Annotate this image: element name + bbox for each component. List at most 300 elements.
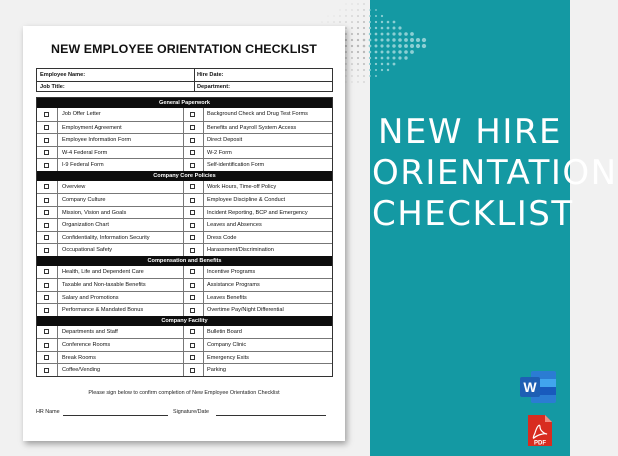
halftone-dot — [345, 63, 346, 64]
column-divider — [183, 181, 184, 194]
halftone-dot — [369, 75, 371, 77]
halftone-dot — [410, 38, 414, 42]
halftone-dot — [393, 27, 396, 30]
halftone-dot — [351, 33, 353, 35]
checkbox[interactable] — [190, 198, 195, 203]
halftone-dot — [334, 16, 335, 17]
checklist-item-label: Harassment/Discrimination — [207, 247, 274, 254]
checkbox[interactable] — [190, 235, 195, 240]
halftone-dot — [346, 76, 347, 77]
checklist-row — [37, 278, 332, 291]
halftone-dot — [375, 57, 378, 60]
employee-info-table — [36, 68, 333, 92]
halftone-dot — [375, 9, 377, 11]
checklist-item-label: Overtime Pay/Night Differential — [207, 307, 284, 314]
halftone-dot — [363, 51, 365, 53]
checklist-row — [37, 231, 332, 244]
column-divider — [183, 352, 184, 364]
halftone-dot — [404, 32, 408, 36]
checklist-row — [37, 146, 332, 159]
checklist-item-label: Performance & Mandated Bonus — [62, 307, 144, 314]
checkbox[interactable] — [44, 112, 49, 117]
checkbox[interactable] — [190, 355, 195, 360]
column-divider — [203, 279, 204, 291]
halftone-dot — [346, 10, 347, 11]
column-divider — [183, 194, 184, 206]
halftone-dot — [340, 10, 341, 11]
hr-name-label: HR Name — [36, 409, 60, 415]
confirm-instruction: Please sign below to confirm completion of New Employee Orientation Checklist — [88, 390, 280, 396]
column-divider — [57, 181, 58, 194]
halftone-dot — [404, 44, 408, 48]
checklist-document — [23, 26, 345, 441]
halftone-dot — [416, 44, 420, 48]
halftone-dot — [386, 32, 389, 35]
column-divider — [57, 122, 58, 134]
halftone-dot — [404, 50, 408, 54]
checklist-item-label: Employee Discipline & Conduct — [207, 197, 286, 204]
column-divider — [203, 326, 204, 339]
halftone-dot — [357, 9, 358, 10]
column-divider — [57, 232, 58, 244]
column-divider — [183, 279, 184, 291]
promo-line-1: NEW HIRE — [377, 112, 563, 152]
halftone-dot — [369, 15, 371, 17]
checklist-item-label: Work Hours, Time-off Policy — [207, 183, 277, 190]
checklist-item-label: Occupational Safety — [62, 247, 113, 254]
info-row — [37, 69, 332, 81]
column-divider — [57, 134, 58, 146]
halftone-dot — [351, 45, 353, 47]
checkbox[interactable] — [44, 163, 49, 168]
checklist-item-label: Company Culture — [62, 197, 106, 204]
halftone-dot — [351, 75, 352, 76]
checkbox[interactable] — [190, 248, 195, 253]
column-divider — [57, 159, 58, 171]
checklist-item-label: Dress Code — [207, 234, 237, 241]
halftone-dot — [369, 57, 371, 59]
halftone-dot — [387, 21, 390, 24]
halftone-dot — [369, 63, 371, 65]
column-divider — [57, 304, 58, 316]
column-divider — [203, 364, 204, 376]
column-divider — [183, 108, 184, 121]
halftone-dot — [345, 21, 346, 22]
column-divider — [183, 207, 184, 219]
checkbox[interactable] — [44, 223, 49, 228]
checklist-item-label: W-4 Federal Form — [62, 149, 108, 156]
checklist-item-label: I-9 Federal Form — [62, 162, 104, 169]
checklist-row — [37, 291, 332, 304]
column-divider — [57, 266, 58, 279]
checklist-row — [37, 351, 332, 364]
halftone-dot — [357, 45, 359, 47]
halftone-dot — [357, 81, 358, 82]
checkbox[interactable] — [44, 198, 49, 203]
checklist-item-label: Departments and Staff — [62, 328, 118, 335]
signature-date-label: Signature/Date — [173, 409, 209, 415]
halftone-dot — [369, 9, 371, 11]
hr-name-line[interactable] — [63, 415, 168, 416]
checklist-item-label: Overview — [62, 183, 86, 190]
halftone-dot — [410, 50, 414, 54]
halftone-dot — [357, 69, 359, 71]
checkbox[interactable] — [190, 295, 195, 300]
column-divider — [57, 108, 58, 121]
checkbox[interactable] — [44, 248, 49, 253]
halftone-dot — [363, 57, 365, 59]
halftone-dot — [345, 27, 347, 29]
column-divider — [57, 352, 58, 364]
department-field[interactable]: Department: — [197, 84, 230, 90]
checkbox[interactable] — [44, 125, 49, 130]
checkbox[interactable] — [44, 329, 49, 334]
checkbox[interactable] — [44, 150, 49, 155]
column-divider — [203, 159, 204, 171]
halftone-dot — [392, 44, 395, 47]
checkbox[interactable] — [190, 125, 195, 130]
halftone-dot — [375, 33, 378, 36]
halftone-dot — [357, 15, 359, 17]
word-letter: W — [523, 379, 537, 395]
halftone-dot — [387, 27, 390, 30]
halftone-dot — [351, 15, 352, 16]
halftone-dot — [381, 63, 383, 65]
checklist-item-label: Direct Deposit — [207, 137, 243, 144]
checklist-row — [37, 108, 332, 121]
halftone-dot — [357, 39, 359, 41]
halftone-dot — [392, 56, 395, 59]
checklist-item-label: Break Rooms — [62, 354, 96, 361]
checklist-item-label: Company Clinic — [207, 342, 247, 349]
halftone-dot — [351, 21, 353, 23]
halftone-dot — [375, 69, 377, 71]
checklist-row — [37, 181, 332, 194]
halftone-dot — [345, 45, 347, 47]
checklist-row — [37, 326, 332, 339]
halftone-dot — [357, 33, 359, 35]
halftone-dot — [369, 27, 371, 29]
checklist-item-label: Background Check and Drug Test Forms — [207, 111, 308, 118]
pdf-icon — [527, 414, 553, 447]
checklist-item-label: Mission, Vision and Goals — [62, 209, 127, 216]
halftone-dot — [381, 33, 384, 36]
halftone-dot — [351, 63, 353, 65]
column-divider — [57, 219, 58, 231]
halftone-dot — [351, 27, 353, 29]
column-divider — [57, 207, 58, 219]
halftone-dot — [345, 57, 347, 59]
job-title-field[interactable]: Job Title: — [40, 84, 65, 90]
halftone-dot — [416, 38, 420, 42]
column-divider — [57, 292, 58, 304]
checklist-item-label: Conference Rooms — [62, 342, 111, 349]
section-header: Company Core Policies — [37, 171, 332, 181]
checkbox[interactable] — [190, 184, 195, 189]
column-divider — [183, 147, 184, 159]
checkbox[interactable] — [44, 295, 49, 300]
hire-date-field[interactable]: Hire Date: — [197, 71, 224, 78]
halftone-dot — [393, 63, 396, 66]
checkbox[interactable] — [44, 210, 49, 215]
halftone-dot — [345, 33, 347, 35]
halftone-dot — [410, 32, 414, 36]
halftone-dot — [398, 32, 401, 35]
column-divider — [183, 159, 184, 171]
halftone-dot — [357, 75, 358, 76]
halftone-dot — [387, 69, 389, 71]
checklist-row — [37, 158, 332, 171]
halftone-dot — [363, 69, 365, 71]
halftone-dot — [363, 27, 365, 29]
checklist-item-label: Organization Chart — [62, 222, 109, 229]
halftone-dot — [369, 51, 372, 54]
halftone-dot — [375, 21, 377, 23]
checkbox[interactable] — [190, 223, 195, 228]
checklist-item-label: Employment Agreement — [62, 124, 122, 131]
column-divider — [203, 181, 204, 194]
halftone-dot — [422, 44, 426, 48]
halftone-dot — [422, 38, 426, 42]
halftone-dot — [381, 51, 384, 54]
checklist-table — [36, 97, 333, 377]
checklist-item-label: Coffee/Vending — [62, 367, 101, 374]
halftone-dot — [375, 45, 378, 48]
employee-name-field[interactable]: Employee Name: — [40, 71, 86, 78]
halftone-dot — [363, 3, 364, 4]
promo-line-2: ORIENTATION — [372, 153, 618, 193]
column-divider — [183, 266, 184, 279]
checkbox[interactable] — [44, 355, 49, 360]
checklist-item-label: Bulletin Board — [207, 328, 242, 335]
halftone-dot — [357, 57, 359, 59]
info-row — [37, 81, 332, 93]
column-divider — [183, 232, 184, 244]
column-divider — [203, 339, 204, 351]
halftone-dot — [363, 21, 365, 23]
column-divider — [57, 147, 58, 159]
column-divider — [183, 244, 184, 256]
halftone-dot — [357, 27, 359, 29]
halftone-dot — [375, 39, 378, 42]
checkbox[interactable] — [190, 163, 195, 168]
checklist-row — [37, 206, 332, 219]
halftone-dot — [381, 27, 384, 30]
checklist-item-label: W-2 Form — [207, 149, 232, 156]
halftone-dot — [392, 38, 395, 41]
halftone-dot — [340, 16, 341, 17]
document-title: NEW EMPLOYEE ORIENTATION CHECKLIST — [51, 42, 317, 56]
halftone-dot — [363, 15, 365, 17]
column-divider — [203, 122, 204, 134]
column-divider — [203, 266, 204, 279]
halftone-dot — [375, 15, 377, 17]
halftone-dot — [363, 75, 365, 77]
halftone-dot — [375, 51, 378, 54]
halftone-dot — [392, 50, 395, 53]
column-divider — [183, 134, 184, 146]
checkbox[interactable] — [190, 343, 195, 348]
column-divider — [183, 304, 184, 316]
halftone-dot — [410, 44, 414, 48]
halftone-dot — [393, 21, 396, 24]
section-header: Company Facility — [37, 316, 332, 326]
checkbox[interactable] — [44, 235, 49, 240]
checkbox[interactable] — [190, 210, 195, 215]
halftone-dot — [369, 33, 372, 36]
checkbox[interactable] — [190, 138, 195, 143]
column-divider — [57, 244, 58, 256]
column-divider — [203, 134, 204, 146]
checklist-row — [37, 121, 332, 134]
checklist-item-label: Taxable and Non-taxable Benefits — [62, 282, 146, 289]
halftone-dot — [375, 27, 377, 29]
checkbox[interactable] — [44, 184, 49, 189]
checklist-row — [37, 218, 332, 231]
checklist-item-label: Incident Reporting, BCP and Emergency — [207, 209, 308, 216]
checkbox[interactable] — [190, 368, 195, 373]
halftone-dot — [363, 81, 364, 82]
halftone-dot — [352, 4, 353, 5]
halftone-dot — [345, 15, 346, 16]
checklist-item-label: Emergency Exits — [207, 354, 249, 361]
column-divider — [57, 364, 58, 376]
halftone-dot — [398, 38, 402, 42]
halftone-dot — [398, 50, 401, 53]
checklist-item-label: Incentive Programs — [207, 268, 256, 275]
halftone-dot — [404, 38, 408, 42]
column-divider — [57, 326, 58, 339]
halftone-dot — [375, 63, 377, 65]
halftone-dot — [380, 44, 383, 47]
pdf-label: PDF — [534, 440, 546, 447]
halftone-dot — [345, 51, 347, 53]
column-divider — [203, 108, 204, 121]
halftone-dot — [392, 32, 395, 35]
halftone-dot — [398, 26, 401, 29]
column-divider — [183, 364, 184, 376]
column-divider — [57, 194, 58, 206]
checklist-item-label: Leaves Benefits — [207, 294, 247, 301]
checkbox[interactable] — [190, 150, 195, 155]
halftone-dot — [339, 21, 340, 22]
checklist-row — [37, 266, 332, 279]
column-divider — [203, 292, 204, 304]
checkbox[interactable] — [44, 308, 49, 313]
checklist-item-label: Leaves and Absences — [207, 222, 262, 229]
column-divider — [183, 219, 184, 231]
checklist-item-label: Health, Life and Dependent Care — [62, 268, 144, 275]
column-divider — [203, 244, 204, 256]
halftone-dot — [357, 51, 359, 53]
checklist-row — [37, 133, 332, 146]
column-divider — [57, 279, 58, 291]
column-divider — [203, 304, 204, 316]
pdf-fold — [545, 415, 552, 422]
halftone-dot — [357, 63, 359, 65]
halftone-dot — [387, 63, 390, 66]
halftone-dot — [351, 9, 352, 10]
checklist-item-label: Employee Information Form — [62, 137, 132, 144]
column-divider — [203, 147, 204, 159]
promo-line-3: CHECKLIST — [372, 194, 574, 234]
halftone-dot — [351, 57, 353, 59]
checkbox[interactable] — [190, 269, 195, 274]
halftone-dot — [357, 3, 358, 4]
halftone-dot — [381, 69, 383, 71]
halftone-dot — [369, 21, 371, 23]
column-divider — [57, 339, 58, 351]
checklist-item-label: Job Offer Letter — [62, 111, 101, 118]
halftone-dot — [363, 9, 364, 10]
halftone-dot — [369, 45, 372, 48]
halftone-dot — [386, 38, 389, 41]
checklist-row — [37, 303, 332, 316]
section-header: General Paperwork — [37, 98, 332, 108]
checkbox[interactable] — [44, 368, 49, 373]
checklist-item-label: Salary and Promotions — [62, 294, 119, 301]
halftone-dot — [322, 22, 323, 23]
halftone-dot — [345, 69, 346, 70]
checkbox[interactable] — [44, 283, 49, 288]
halftone-dot — [369, 39, 372, 42]
column-divider — [183, 339, 184, 351]
checkbox[interactable] — [190, 112, 195, 117]
column-divider — [203, 232, 204, 244]
column-divider — [203, 352, 204, 364]
checkbox[interactable] — [190, 329, 195, 334]
halftone-dot — [381, 15, 383, 17]
halftone-dot — [363, 39, 366, 42]
checkbox[interactable] — [190, 283, 195, 288]
halftone-dot — [334, 22, 335, 23]
checklist-row — [37, 363, 332, 376]
halftone-dot — [328, 22, 329, 23]
halftone-dot — [398, 44, 402, 48]
halftone-dot — [387, 57, 390, 60]
checkbox[interactable] — [44, 269, 49, 274]
halftone-dot — [369, 69, 371, 71]
halftone-dot — [404, 56, 407, 59]
halftone-dot — [351, 69, 352, 70]
halftone-dot — [375, 75, 377, 77]
column-divider — [183, 326, 184, 339]
checklist-item-label: Confidentiality, Information Security — [62, 234, 150, 241]
checklist-row — [37, 243, 332, 256]
halftone-dot — [363, 63, 365, 65]
halftone-dot — [357, 21, 359, 23]
checklist-row — [37, 193, 332, 206]
word-icon — [518, 370, 558, 404]
halftone-dot — [386, 44, 389, 47]
column-divider — [203, 207, 204, 219]
halftone-dot — [328, 16, 329, 17]
halftone-dot — [380, 38, 383, 41]
checkbox[interactable] — [44, 343, 49, 348]
column-divider — [183, 122, 184, 134]
halftone-dot — [346, 82, 347, 83]
checkbox[interactable] — [190, 308, 195, 313]
halftone-dot — [381, 57, 384, 60]
checkbox[interactable] — [44, 138, 49, 143]
signature-date-line[interactable] — [216, 415, 326, 416]
halftone-dot — [363, 33, 365, 35]
promo-heading — [372, 112, 618, 235]
halftone-dot — [351, 39, 353, 41]
halftone-dot — [363, 45, 366, 48]
column-divider — [183, 292, 184, 304]
halftone-dot — [351, 51, 353, 53]
